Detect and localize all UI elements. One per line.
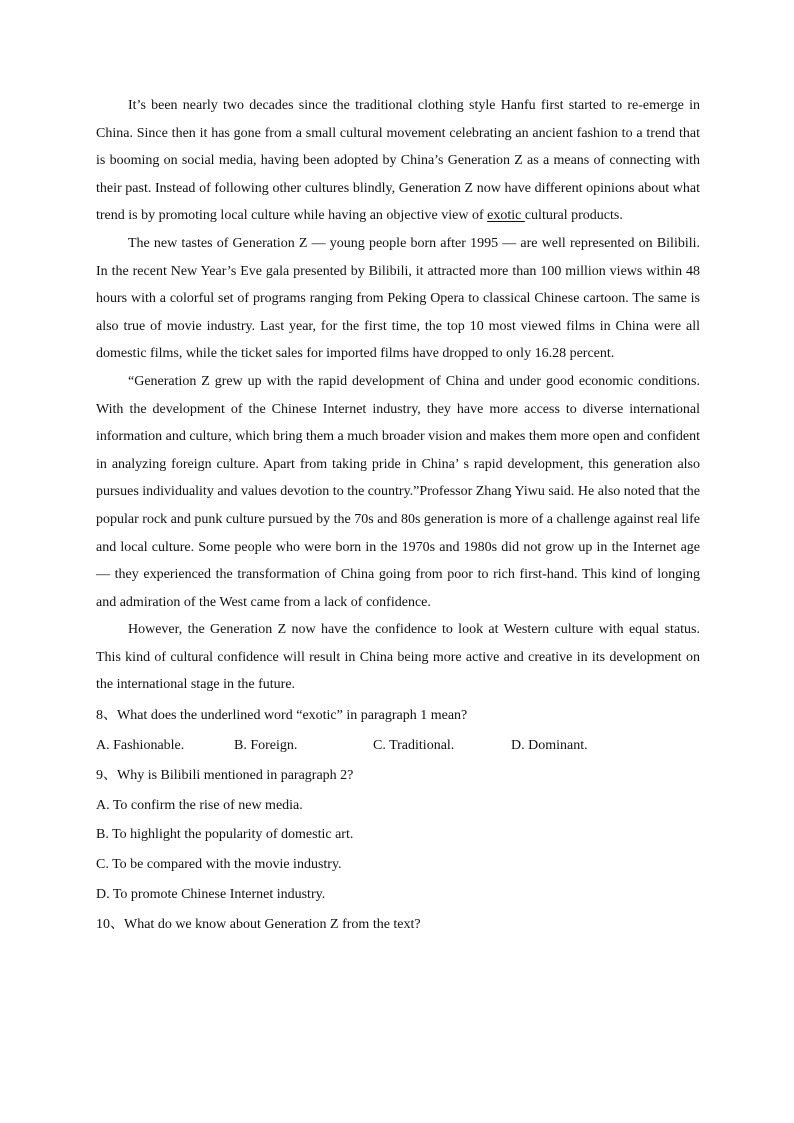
- question-8-stem: 8、What does the underlined word “exotic” in paragraph 1 mean?: [96, 708, 468, 724]
- question-9-option-c: C. To be compared with the movie industry.: [96, 857, 342, 873]
- paragraph-1-text-after: cultural products.: [524, 208, 623, 224]
- question-9-option-b: B. To highlight the popularity of domestic art.: [96, 827, 354, 843]
- underlined-word-exotic: exotic: [487, 208, 525, 224]
- question-8-option-c: C. Traditional.: [373, 737, 455, 753]
- passage-paragraph-3: “Generation Z grew up with the rapid development of China and under good economic conditions. With the development of the Chinese Internet industry, they have more access to diverse international information and culture, which bring them a much broader vision and makes them more open and confident in analyzing foreign culture. Apart from taking pride in China’ s rapid development, this generation also pursues individuality and values devotion to the country.”Professor Zhang Yiwu said. He also noted that the popular rock and punk culture pursued by the 70s and 80s generation is more of a challenge against real life and local culture. Some people who were born in the 1970s and 1980s did not grow up in the Internet age — they experienced the transformation of China going from poor to rich first-hand. This kind of longing and admiration of the West came from a lack of confidence.: [96, 373, 700, 610]
- question-8-option-d: D. Dominant.: [511, 737, 588, 753]
- question-8-options: [96, 732, 700, 760]
- question-8-option-a: A. Fashionable.: [96, 737, 185, 753]
- question-8-option-b: B. Foreign.: [234, 737, 298, 753]
- passage-paragraph-2: The new tastes of Generation Z — young people born after 1995 — are well represented on Bilibili. In the recent New Year’s Eve gala presented by Bilibili, it attracted more than 100 million views within 48 hours with a colorful set of programs ranging from Peking Opera to classical Chinese cartoon. The same is also true of movie industry. Last year, for the first time, the top 10 most viewed films in China were all domestic films, while the ticket sales for imported films have dropped to only 16.28 percent.: [96, 235, 700, 362]
- passage-paragraph-1: [96, 92, 700, 230]
- question-9-option-a: A. To confirm the rise of new media.: [96, 797, 303, 813]
- question-9-stem: 9、Why is Bilibili mentioned in paragraph 2?: [96, 768, 354, 784]
- paragraph-1-text-before: It’s been nearly two decades since the traditional clothing style Hanfu first started to re-emerge in China. Since then it has gone from a small cultural movement celebrating an ancient fashion to a trend that is booming on social media, having been adopted by China’s Generation Z as a means of connecting with their past. Instead of following other cultures blindly, Generation Z now have different opinions about what trend is by promoting local culture while having an objective view of: [96, 98, 700, 224]
- question-10-stem: 10、What do we know about Generation Z from the text?: [96, 917, 421, 933]
- passage-paragraph-4: However, the Generation Z now have the confidence to look at Western culture with equal status. This kind of cultural confidence will result in China being more active and creative in its development on the international stage in the future.: [96, 622, 700, 693]
- question-9-option-d: D. To promote Chinese Internet industry.: [96, 886, 326, 902]
- document-page: [96, 92, 700, 939]
